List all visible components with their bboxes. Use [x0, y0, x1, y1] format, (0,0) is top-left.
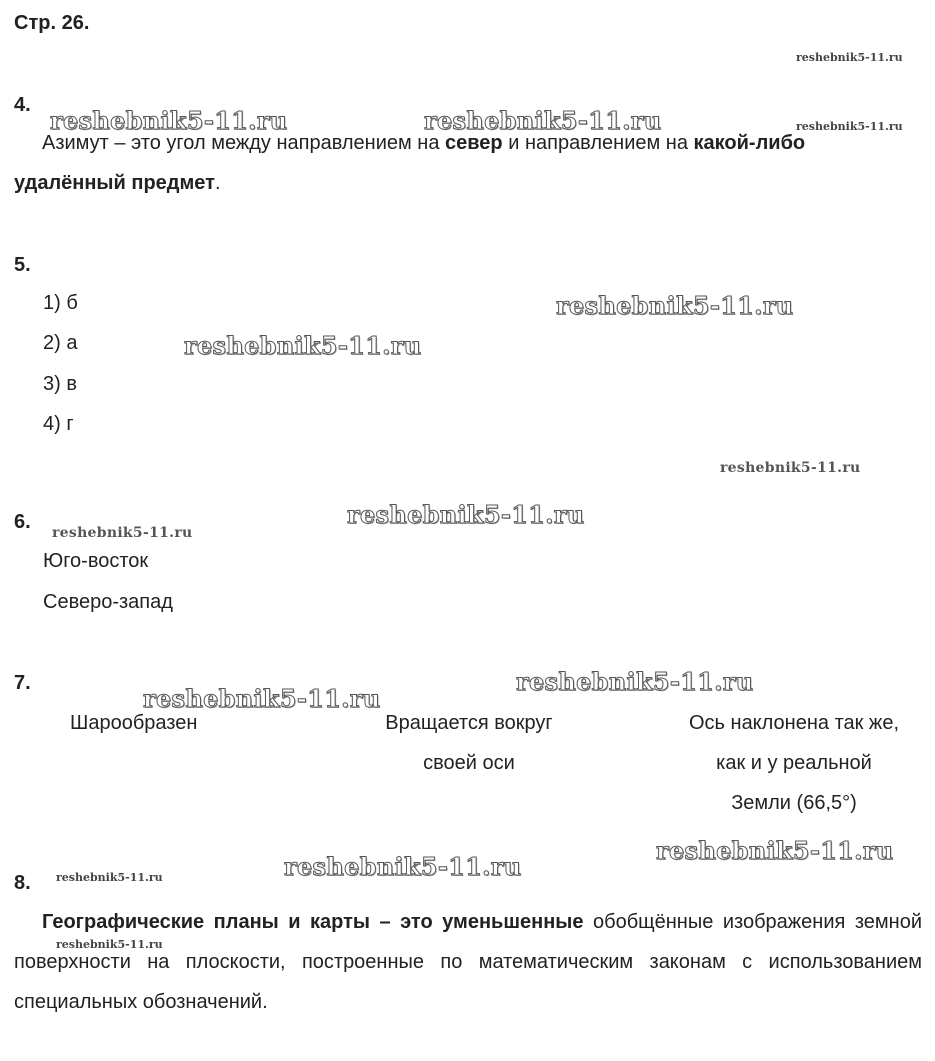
- task4-text: [14, 123, 922, 203]
- task7-col1-line1: Шарообразен: [70, 712, 198, 734]
- task5-answer-3: 3) в: [43, 373, 77, 395]
- task4-number: 4.: [14, 94, 31, 116]
- watermark: reshebnik5-11.ru: [556, 291, 794, 320]
- task8-number: 8.: [14, 872, 31, 894]
- task6-answer-2: Северо-запад: [43, 591, 173, 613]
- task4-text-part3: .: [214, 172, 221, 194]
- watermark: reshebnik5-11.ru: [347, 500, 585, 529]
- task8-bold-text: Географические планы и карты – это уменьшенные: [42, 911, 584, 933]
- watermark: reshebnik5-11.ru: [720, 460, 861, 476]
- watermark: reshebnik5-11.ru: [424, 106, 662, 135]
- watermark: reshebnik5-11.ru: [284, 852, 522, 881]
- task8-text: [14, 902, 922, 1022]
- task4-bold-object: какой-либо удалённый предмет: [14, 132, 806, 194]
- watermark: reshebnik5-11.ru: [50, 106, 288, 135]
- watermark: reshebnik5-11.ru: [656, 836, 894, 865]
- task7-number: 7.: [14, 672, 31, 694]
- task6-number: 6.: [14, 511, 31, 533]
- task5-number: 5.: [14, 254, 31, 276]
- watermark: reshebnik5-11.ru: [143, 684, 381, 713]
- task7-col3-line2: как и у реальной: [716, 752, 872, 774]
- task8-rest-text: обобщённые изображения земной поверхности на плоскости, построенные по математическим законам с использованием специальных обозначений.: [14, 911, 922, 1013]
- task4-bold-north: север: [445, 132, 503, 154]
- watermark: reshebnik5-11.ru: [796, 51, 903, 64]
- page-label: Стр. 26.: [14, 12, 90, 34]
- task5-answer-1: 1) б: [43, 292, 78, 314]
- watermark: reshebnik5-11.ru: [56, 871, 163, 884]
- watermark: reshebnik5-11.ru: [56, 938, 163, 951]
- watermark: reshebnik5-11.ru: [184, 331, 422, 360]
- watermark: reshebnik5-11.ru: [52, 525, 193, 541]
- watermark: reshebnik5-11.ru: [516, 667, 754, 696]
- task5-answer-2: 2) а: [43, 332, 78, 354]
- task5-answer-4: 4) г: [43, 413, 74, 435]
- task4-text-part2: и направлением на: [502, 132, 694, 154]
- task7-col3-line3: Земли (66,5°): [731, 792, 857, 814]
- task7-col2-line1: Вращается вокруг: [385, 712, 553, 734]
- task7-col2-line2: своей оси: [423, 752, 515, 774]
- task4-text-part1: Азимут – это угол между направлением на: [42, 132, 446, 154]
- task6-answer-1: Юго-восток: [43, 550, 149, 572]
- task7-col3-line1: Ось наклонена так же,: [688, 712, 899, 734]
- watermark: reshebnik5-11.ru: [796, 120, 903, 133]
